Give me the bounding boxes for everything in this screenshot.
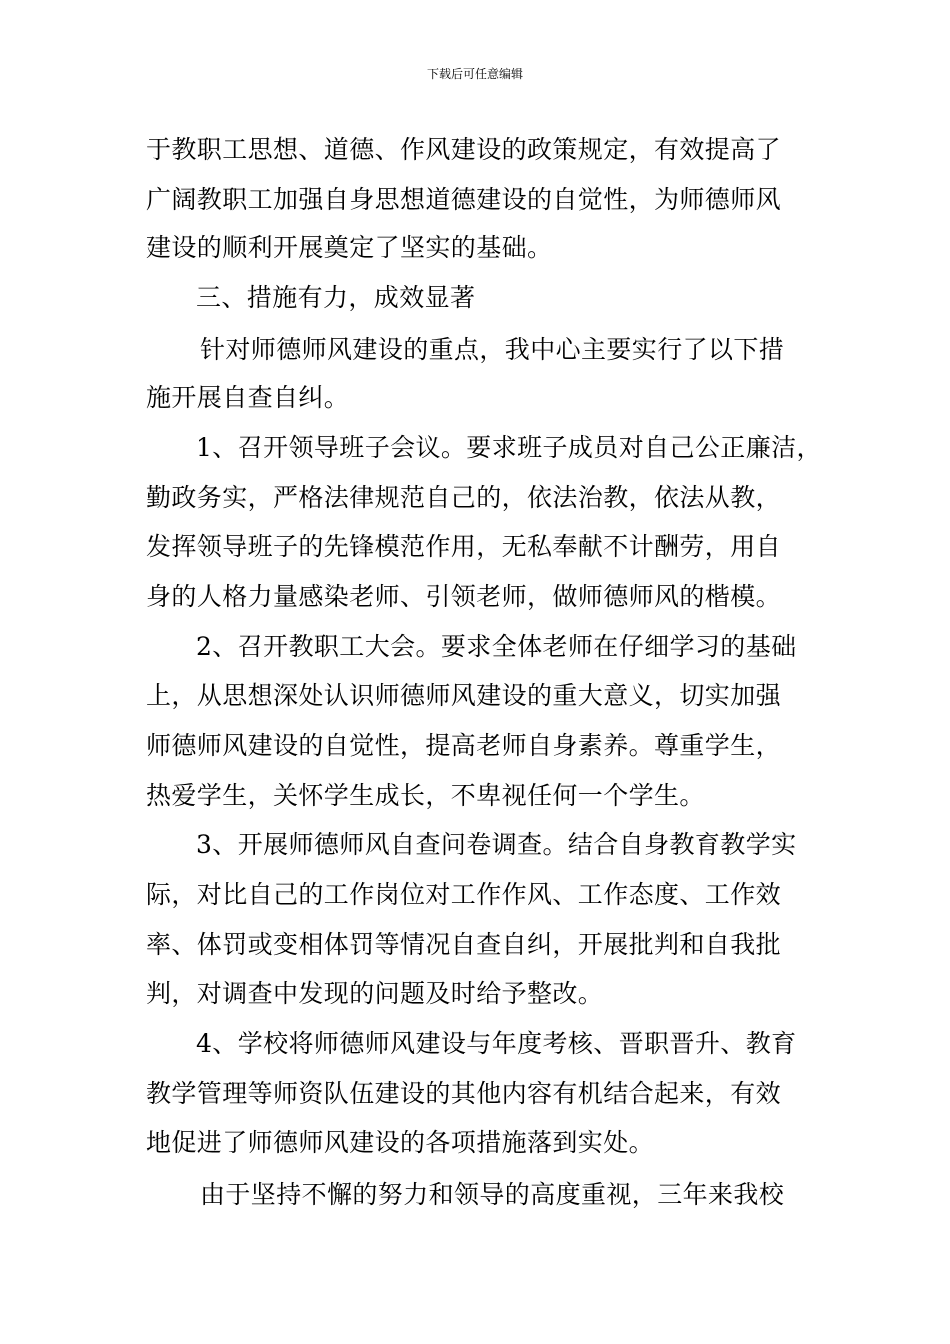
text-line: 3、开展师德师风自查问卷调查。结合自身教育教学实 [196,830,797,859]
text-line: 由于坚持不懈的努力和领导的高度重视，三年来我校 [200,1180,785,1209]
text-line: 判，对调查中发现的问题及时给予整改。 [146,979,604,1008]
text-line: 际，对比自己的工作岗位对工作作风、工作态度、工作效 [146,880,782,909]
text-line: 勤政务实，严格法律规范自己的，依法治教，依法从教， [146,483,782,512]
text-line: 建设的顺利开展奠定了坚实的基础。 [146,233,553,262]
section-heading: 三、措施有力，成效显著 [196,283,476,312]
text-line: 师德师风建设的自觉性，提高老师自身素养。尊重学生， [146,731,782,760]
page-header: 下载后可任意编辑 [426,67,523,81]
text-line: 热爱学生，关怀学生成长，不卑视任何一个学生。 [146,781,705,810]
text-line: 于教职工思想、道德、作风建设的政策规定，有效提高了 [146,135,782,164]
text-line: 广阔教职工加强自身思想道德建设的自觉性，为师德师风 [146,185,782,214]
text-line: 针对师德师风建设的重点，我中心主要实行了以下措 [200,335,785,364]
text-line: 教学管理等师资队伍建设的其他内容有机结合起来，有效 [146,1079,782,1108]
text-line: 施开展自查自纠。 [146,383,350,412]
text-line: 发挥领导班子的先锋模范作用，无私奉献不计酬劳，用自 [146,532,782,561]
text-line: 地促进了师德师风建设的各项措施落到实处。 [146,1128,655,1157]
text-line: 身的人格力量感染老师、引领老师，做师德师风的楷模。 [146,582,782,611]
text-line: 上，从思想深处认识师德师风建设的重大意义，切实加强 [146,681,782,710]
text-line: 1、召开领导班子会议。要求班子成员对自己公正廉洁， [196,433,822,462]
text-line: 4、学校将师德师风建设与年度考核、晋职晋升、教育 [196,1029,797,1058]
text-line: 率、体罚或变相体罚等情况自查自纠，开展批判和自我批 [146,930,782,959]
text-line: 2、召开教职工大会。要求全体老师在仔细学习的基础 [196,632,797,661]
